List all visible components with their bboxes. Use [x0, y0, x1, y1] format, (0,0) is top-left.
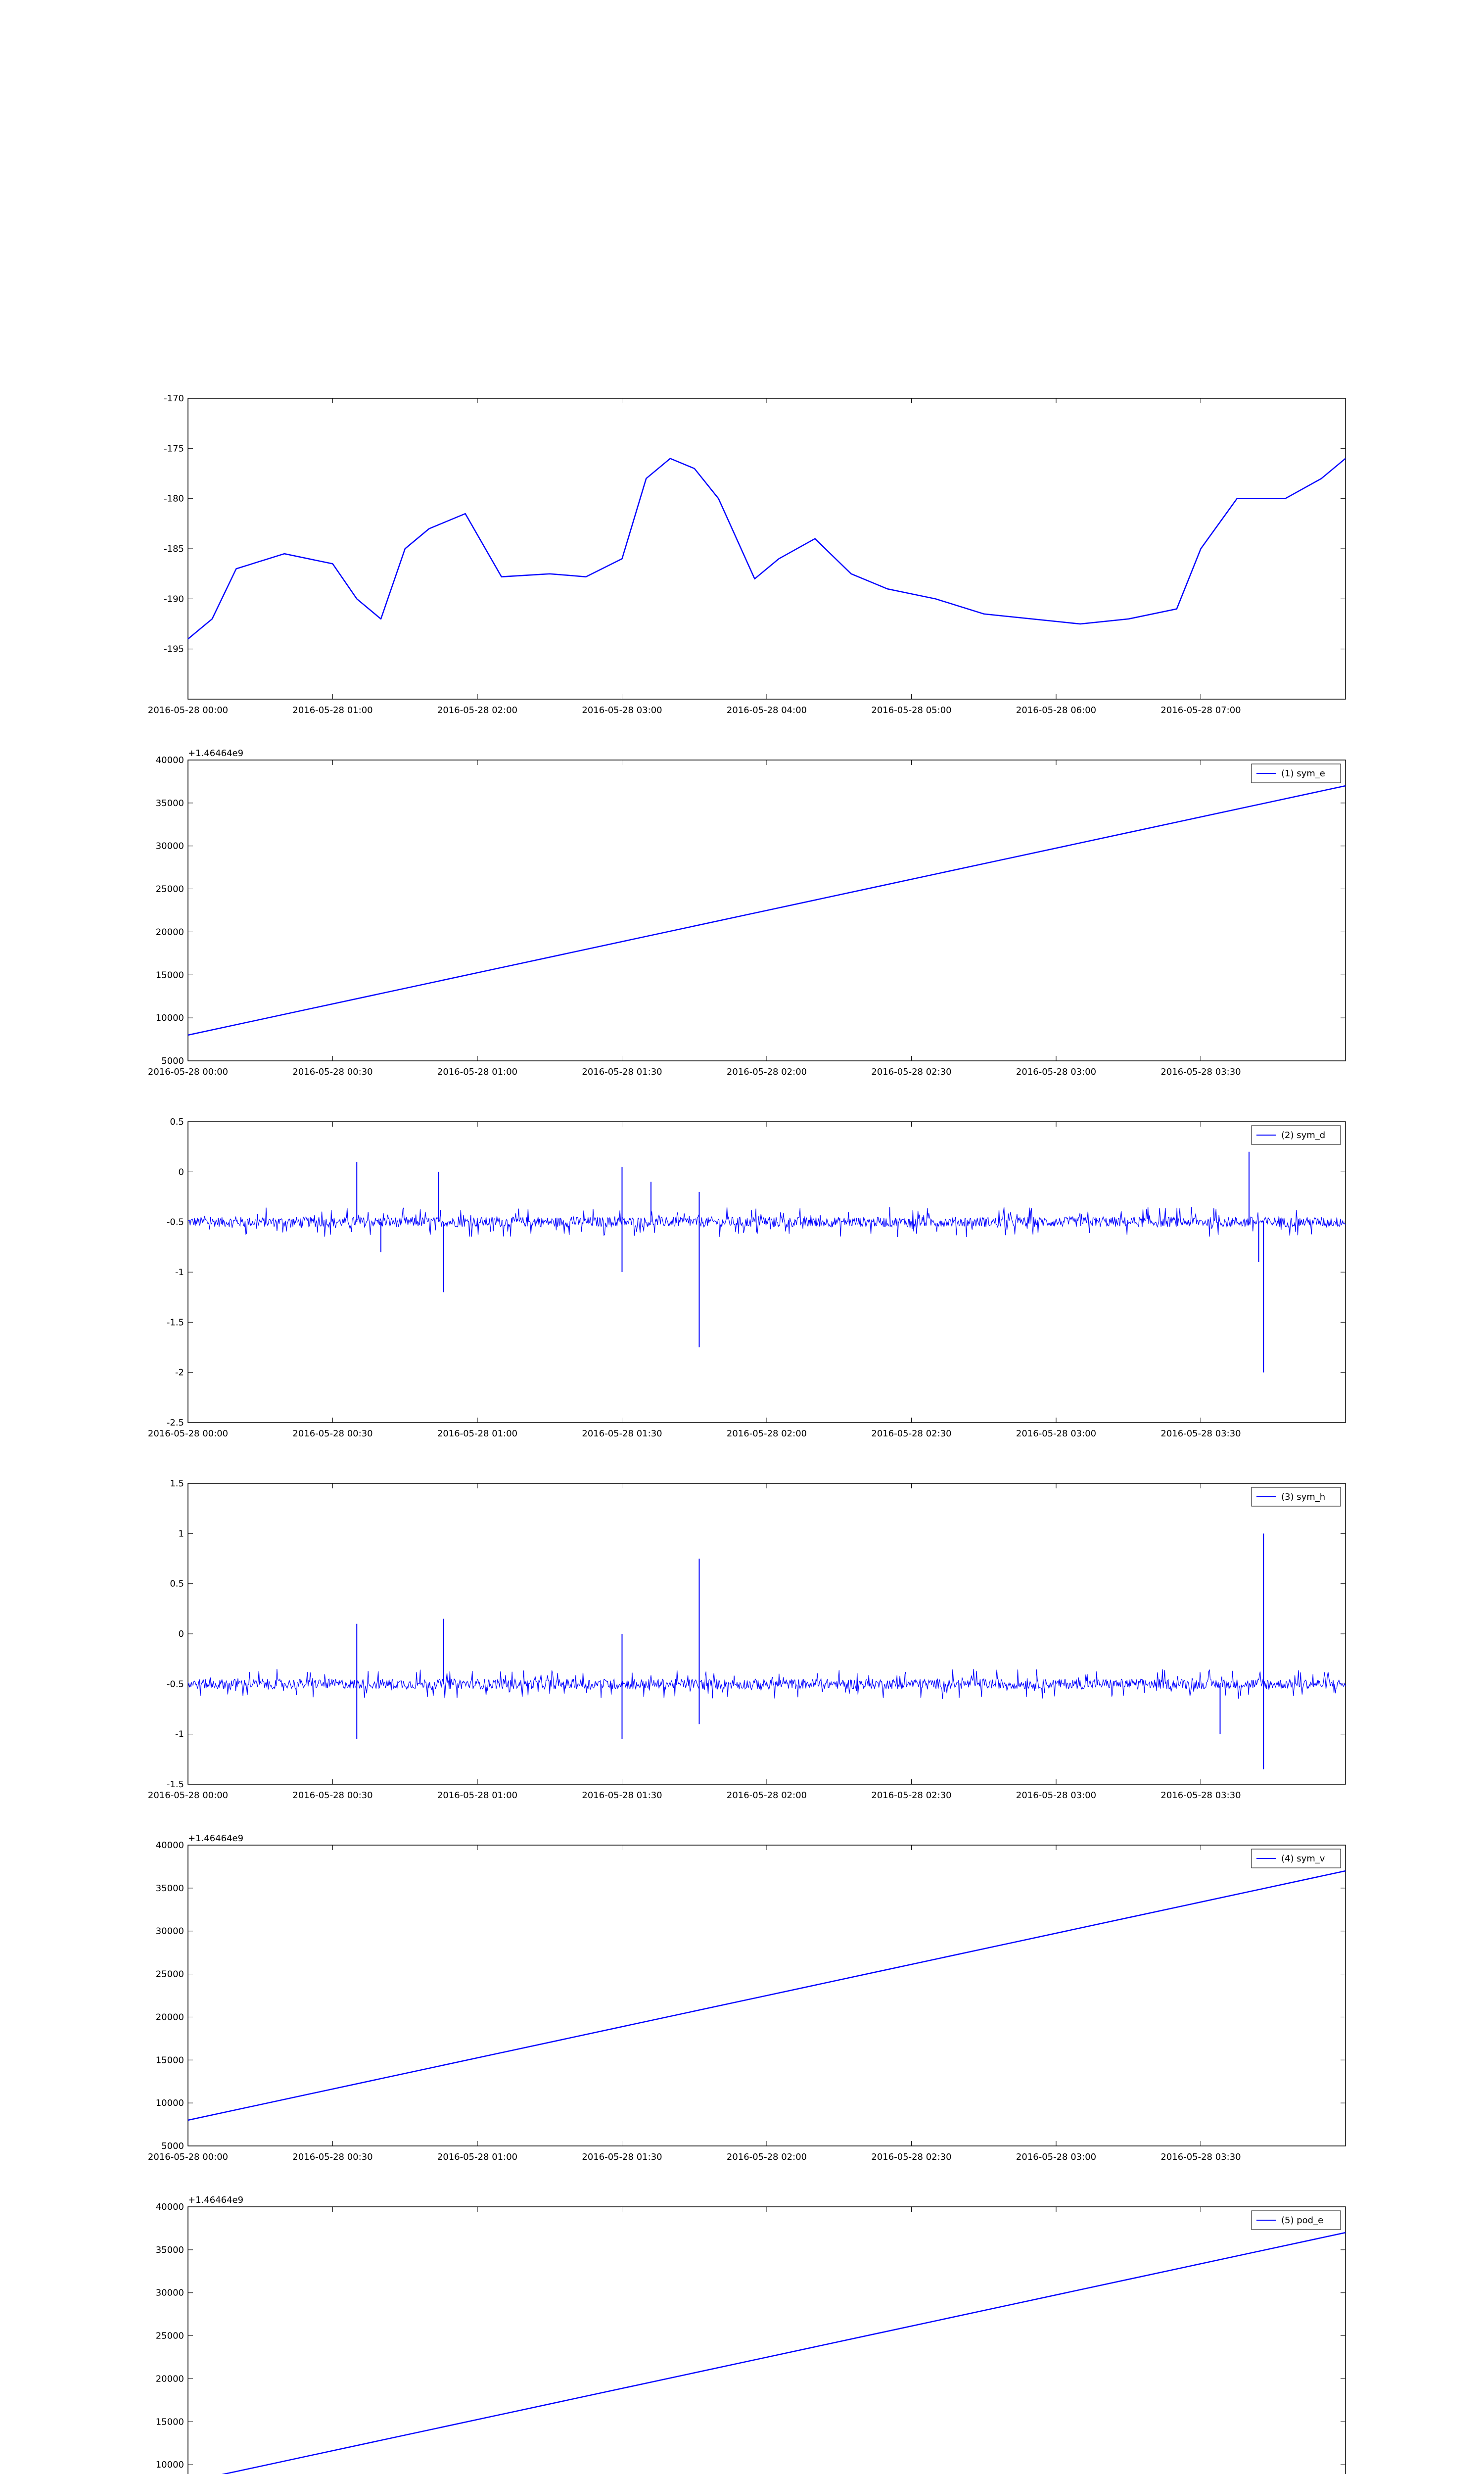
x-tick-label: 2016-05-28 00:00 [147, 1428, 229, 1439]
x-tick-label: 2016-05-28 03:00 [1016, 1067, 1097, 1077]
subplot-3 [148, 1117, 1345, 1439]
y-tick-label: 30000 [155, 2287, 184, 2298]
y-tick-label: -1 [175, 1267, 184, 1278]
y-tick-label: 15000 [155, 2417, 184, 2427]
axes-frame [188, 2207, 1345, 2474]
y-tick-label: -185 [164, 544, 184, 554]
x-tick-label: 2016-05-28 03:00 [1016, 2152, 1097, 2162]
y-tick-label: 40000 [155, 2202, 184, 2212]
y-tick-label: -1.5 [166, 1779, 184, 1790]
x-tick-label: 2016-05-28 02:00 [726, 1067, 807, 1077]
series-line [188, 1669, 1345, 1699]
legend [1252, 1849, 1341, 1868]
legend [1252, 764, 1341, 783]
legend-label: (3) sym_h [1281, 1492, 1326, 1502]
y-offset-label: +1.46464e9 [188, 2195, 244, 2205]
y-tick-label: -190 [164, 594, 184, 605]
y-tick-label: 0.5 [170, 1578, 184, 1589]
y-tick-label: 10000 [155, 1013, 184, 1024]
legend-label: (4) sym_v [1281, 1854, 1325, 1864]
x-tick-label: 2016-05-28 01:00 [437, 1067, 518, 1077]
subplot-1 [148, 393, 1345, 715]
subplot-2 [148, 748, 1345, 1077]
x-tick-label: 2016-05-28 02:30 [871, 1067, 952, 1077]
y-tick-label: -170 [164, 393, 184, 404]
x-tick-label: 2016-05-28 01:00 [437, 1790, 518, 1801]
y-tick-label: -175 [164, 443, 184, 454]
y-tick-label: 20000 [155, 2374, 184, 2384]
x-tick-label: 2016-05-28 03:30 [1160, 1067, 1241, 1077]
y-offset-label: +1.46464e9 [188, 1833, 244, 1844]
y-tick-label: -0.5 [166, 1217, 184, 1228]
x-tick-label: 2016-05-28 01:30 [582, 1428, 662, 1439]
x-tick-label: 2016-05-28 00:30 [292, 1428, 373, 1439]
x-tick-label: 2016-05-28 05:00 [871, 705, 952, 715]
series-line [188, 2233, 1345, 2474]
x-tick-label: 2016-05-28 00:00 [147, 1067, 229, 1077]
y-tick-label: 0.5 [170, 1117, 184, 1127]
x-tick-label: 2016-05-28 01:00 [292, 705, 373, 715]
y-tick-label: 25000 [155, 884, 184, 895]
series-line [188, 1871, 1345, 2120]
x-tick-label: 2016-05-28 01:00 [437, 2152, 518, 2162]
y-offset-label: +1.46464e9 [188, 748, 244, 759]
axes-frame [188, 1122, 1345, 1423]
x-tick-label: 2016-05-28 02:00 [726, 2152, 807, 2162]
x-tick-label: 2016-05-28 03:30 [1160, 1428, 1241, 1439]
series-line [188, 1207, 1345, 1237]
x-tick-label: 2016-05-28 03:00 [582, 705, 662, 715]
y-tick-label: 1 [178, 1528, 184, 1539]
y-tick-label: 0 [178, 1167, 184, 1178]
legend [1252, 1126, 1341, 1144]
y-tick-label: 20000 [155, 2012, 184, 2023]
y-tick-label: 5000 [161, 2141, 184, 2151]
x-tick-label: 2016-05-28 01:00 [437, 1428, 518, 1439]
y-tick-label: 35000 [155, 798, 184, 809]
y-tick-label: 35000 [155, 2244, 184, 2255]
x-tick-label: 2016-05-28 02:00 [437, 705, 518, 715]
y-tick-label: 10000 [155, 2098, 184, 2109]
y-tick-label: 1.5 [170, 1478, 184, 1489]
y-tick-label: -1.5 [166, 1317, 184, 1328]
series-line [188, 786, 1345, 1035]
y-tick-label: 15000 [155, 970, 184, 981]
y-tick-label: 0 [178, 1629, 184, 1639]
x-tick-label: 2016-05-28 01:30 [582, 2152, 662, 2162]
x-tick-label: 2016-05-28 02:00 [726, 1428, 807, 1439]
x-tick-label: 2016-05-28 02:30 [871, 1428, 952, 1439]
y-tick-label: 40000 [155, 1840, 184, 1851]
x-tick-label: 2016-05-28 00:00 [147, 1790, 229, 1801]
x-tick-label: 2016-05-28 00:30 [292, 2152, 373, 2162]
y-tick-label: -2.5 [166, 1418, 184, 1428]
x-tick-label: 2016-05-28 07:00 [1160, 705, 1241, 715]
subplot-4 [148, 1478, 1345, 1801]
y-tick-label: -1 [175, 1729, 184, 1740]
legend-label: (1) sym_e [1281, 768, 1325, 779]
x-tick-label: 2016-05-28 00:30 [292, 1067, 373, 1077]
x-tick-label: 2016-05-28 01:30 [582, 1067, 662, 1077]
y-tick-label: 10000 [155, 2460, 184, 2471]
y-tick-label: -180 [164, 493, 184, 504]
y-tick-label: 40000 [155, 755, 184, 765]
legend [1252, 2211, 1341, 2230]
legend-label: (2) sym_d [1281, 1130, 1326, 1141]
y-tick-label: -2 [175, 1367, 184, 1378]
x-tick-label: 2016-05-28 03:00 [1016, 1790, 1097, 1801]
y-tick-label: 30000 [155, 1926, 184, 1937]
y-tick-label: -0.5 [166, 1679, 184, 1690]
series-line [188, 459, 1345, 639]
y-tick-label: -195 [164, 644, 184, 655]
x-tick-label: 2016-05-28 02:30 [871, 1790, 952, 1801]
y-tick-label: 25000 [155, 1969, 184, 1980]
subplot-6 [148, 2195, 1345, 2474]
y-tick-label: 30000 [155, 841, 184, 852]
y-tick-label: 5000 [161, 1056, 184, 1066]
x-tick-label: 2016-05-28 03:30 [1160, 2152, 1241, 2162]
x-tick-label: 2016-05-28 00:00 [147, 2152, 229, 2162]
y-tick-label: 25000 [155, 2331, 184, 2341]
axes-frame [188, 1483, 1345, 1784]
x-tick-label: 2016-05-28 06:00 [1016, 705, 1097, 715]
y-tick-label: 20000 [155, 927, 184, 938]
x-tick-label: 2016-05-28 02:30 [871, 2152, 952, 2162]
legend-label: (5) pod_e [1281, 2215, 1324, 2226]
x-tick-label: 2016-05-28 03:30 [1160, 1790, 1241, 1801]
x-tick-label: 2016-05-28 03:00 [1016, 1428, 1097, 1439]
x-tick-label: 2016-05-28 01:30 [582, 1790, 662, 1801]
y-tick-label: 15000 [155, 2055, 184, 2066]
y-tick-label: 35000 [155, 1883, 184, 1894]
axes-frame [188, 398, 1345, 699]
x-tick-label: 2016-05-28 02:00 [726, 1790, 807, 1801]
x-tick-label: 2016-05-28 00:30 [292, 1790, 373, 1801]
legend [1252, 1487, 1341, 1506]
x-tick-label: 2016-05-28 00:00 [147, 705, 229, 715]
subplot-5 [148, 1833, 1345, 2162]
x-tick-label: 2016-05-28 04:00 [726, 705, 807, 715]
